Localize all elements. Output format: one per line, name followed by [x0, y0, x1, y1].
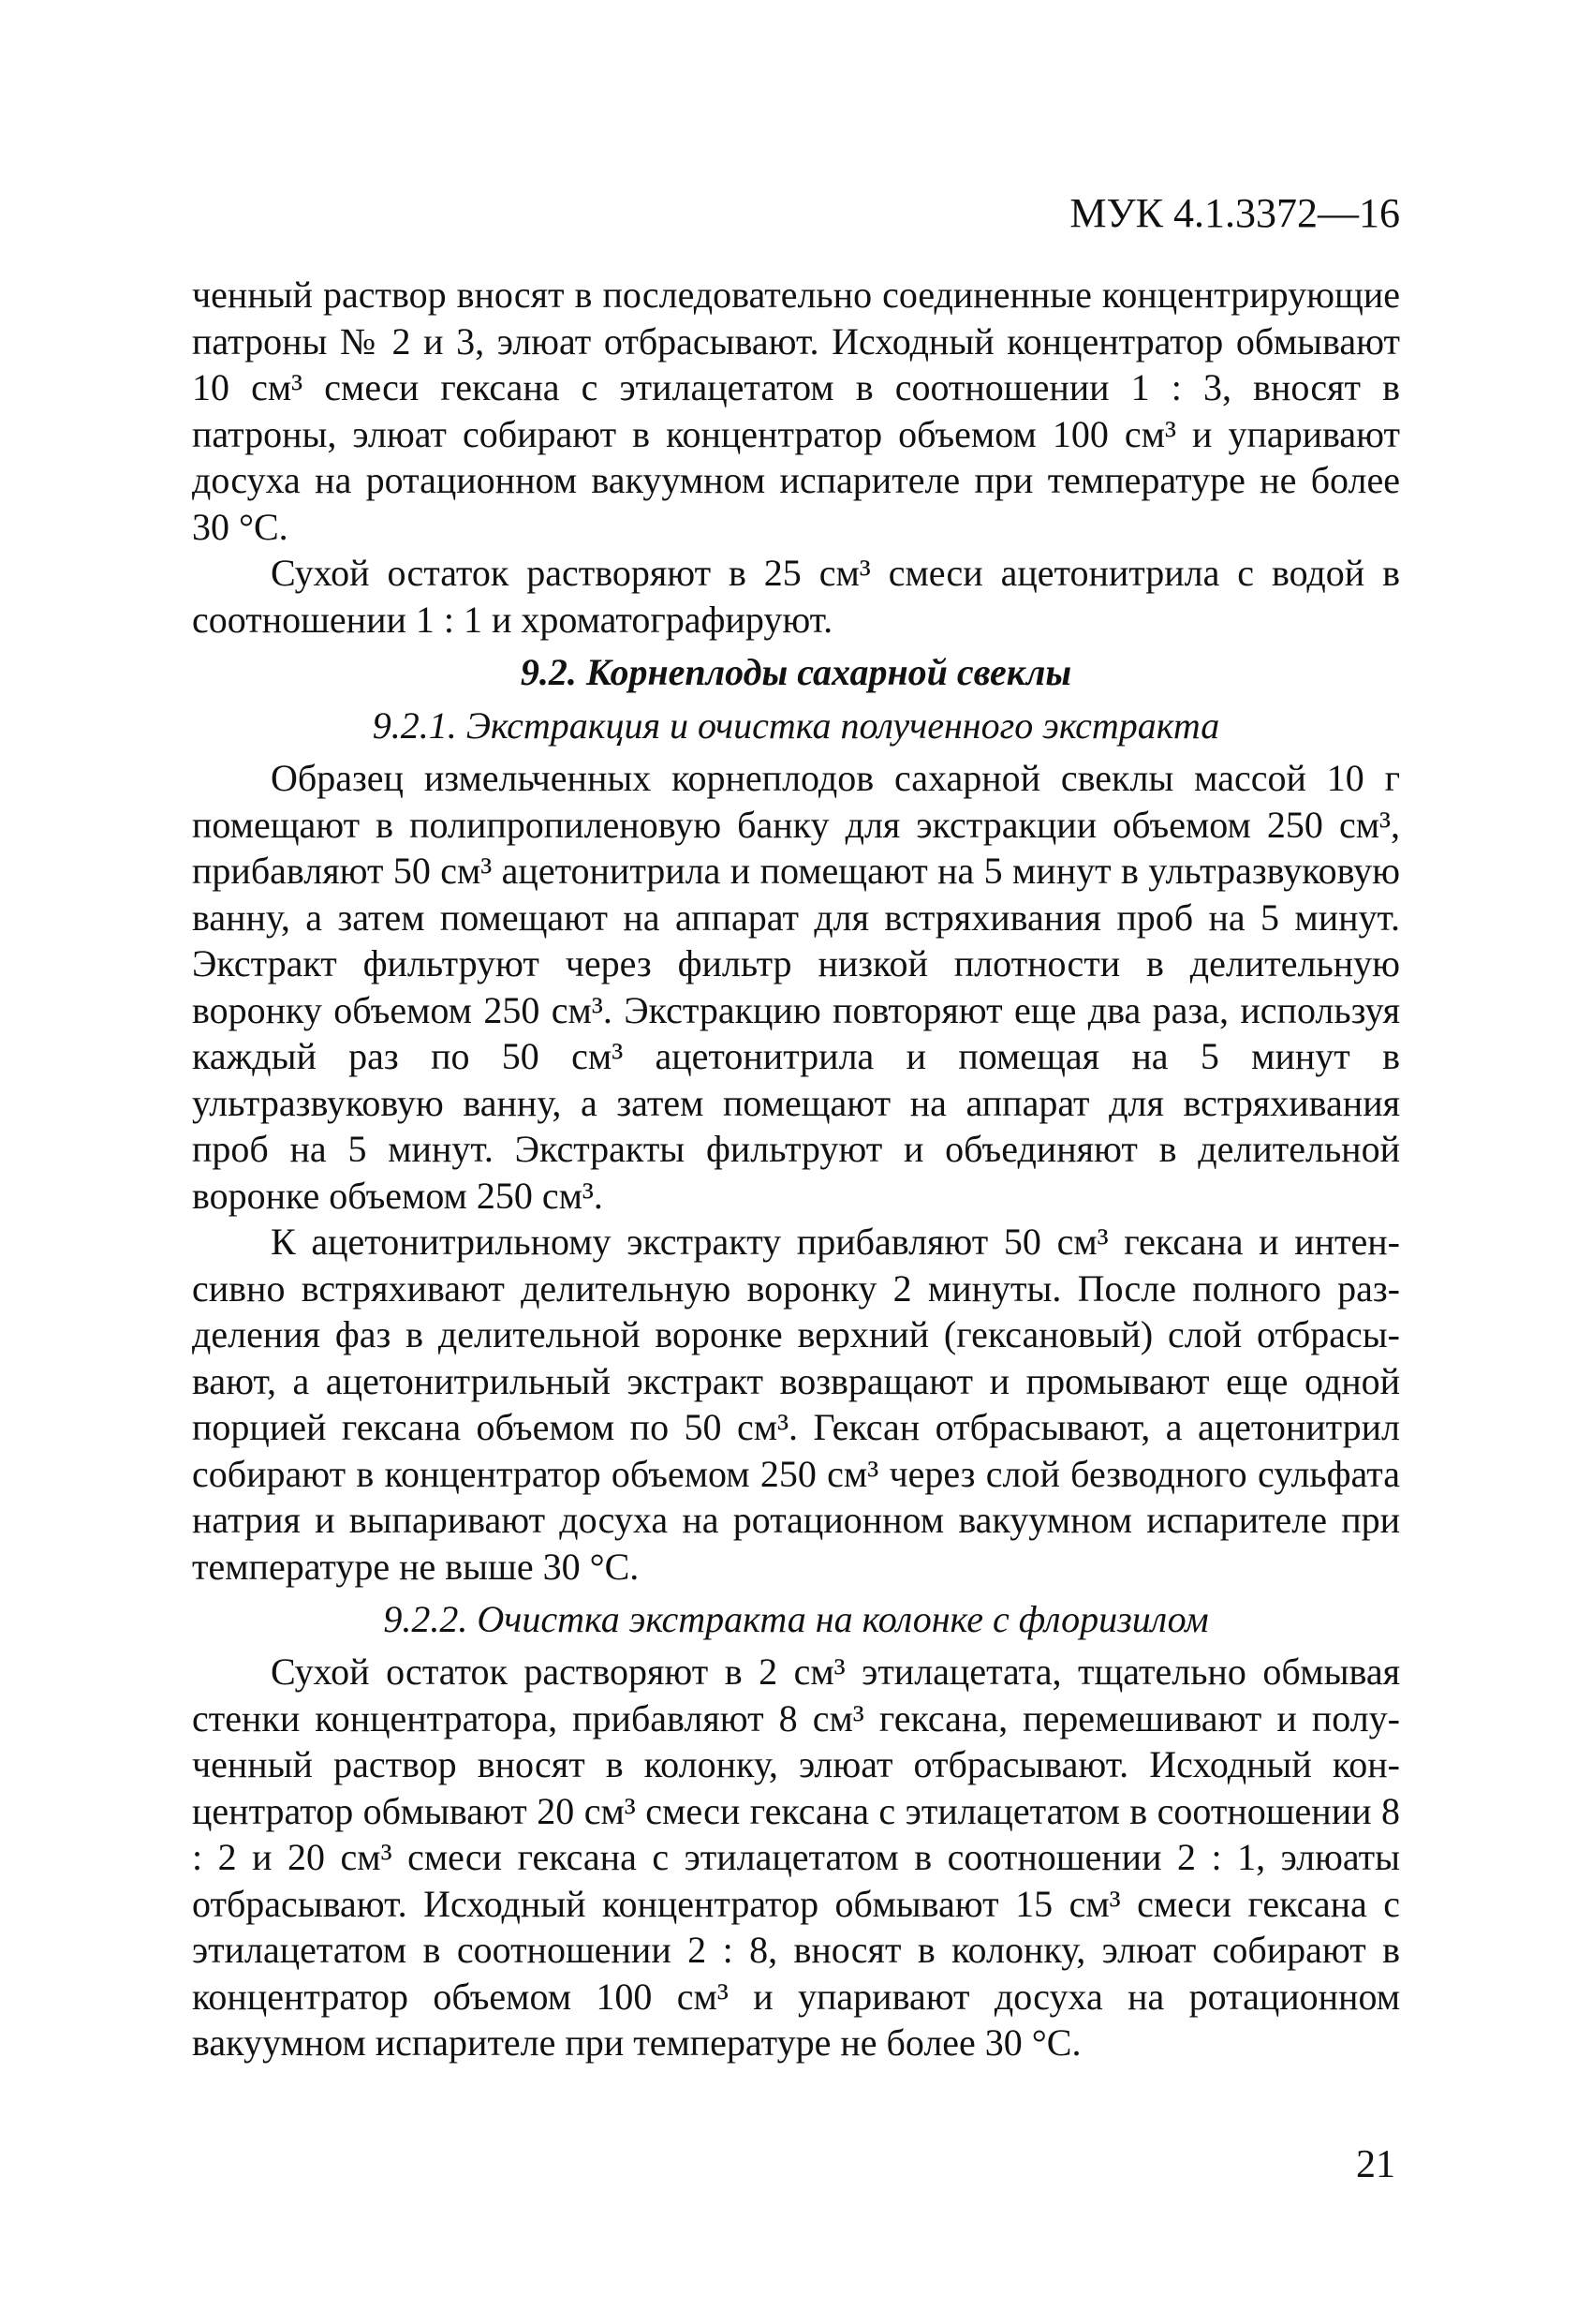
paragraph-hexane-wash: К ацетонитрильному экстракту прибавляют 50 см³ гексана и интенсивно встряхивают делительную воронку 2 минуты. После полного разделения фаз в делительной воронке верхний (гексановый) слой отбрасывают, а ацетонитрильный экстракт возвращают и промывают еще одной порцией гексана объемом по 50 см³. Гексан отбрасывают, а ацетонитрил собирают в концентратор объемом 250 см³ через слой безводного сульфата натрия и выпаривают досуха на ротационном вакуумном испарителе при температуре не выше 30 °С.	[192, 1221, 1400, 1588]
paragraph-florisil-column: Сухой остаток растворяют в 2 см³ этилацетата, тщательно обмывая стенки концентратора, прибавляют 8 см³ гексана, перемешивают и полученный раствор вносят в колонку, элюат отбрасывают. Исходный концентратор обмывают 20 см³ смеси гексана с этилацетатом в соотношении 8 : 2 и 20 см³ смеси гексана с этилацетатом в соотношении 2 : 1, элюаты отбрасывают. Исходный концентратор обмывают 15 см³ смеси гексана с этилацетатом в соотношении 2 : 8, вносят в колонку, элюат собирают в концентратор объемом 100 см³ и упаривают досуха на ротационном вакуумном испарителе при температуре не более 30 °С.	[192, 1650, 1400, 2064]
document-code-header: МУК 4.1.3372—16	[1069, 190, 1400, 236]
section-heading-9-2: 9.2. Корнеплоды сахарной свеклы	[520, 651, 1072, 693]
subsection-heading-9-2-1: 9.2.1. Экстракция и очистка полученного экстракта	[372, 704, 1220, 747]
subsection-heading-9-2-2: 9.2.2. Очистка экстракта на колонке с флоризилом	[383, 1598, 1209, 1640]
paragraph-continued: ченный раствор вносят в последовательно соединенные концентрирующие патроны № 2 и 3, элюат отбрасывают. Исходный концентратор обмывают 10 см³ смеси гексана с этилацетатом в соотношении 1 : 3, вносят в патроны, элюат собирают в концентратор объемом 100 см³ и упаривают досуха на ротационном вакуумном испарителе при температуре не более 30 °С.	[192, 274, 1400, 548]
paragraph-extraction: Образец измельченных корнеплодов сахарной свеклы массой 10 г помещают в полипропиленовую банку для экстракции объемом 250 см³, прибавляют 50 см³ ацетонитрила и помещают на 5 минут в ультразвуковую ванну, а затем помещают на аппарат для встряхивания проб на 5 минут. Экстракт фильтруют через фильтр низкой плотности в делительную воронку объемом 250 см³. Экстракцию повторяют еще два раза, используя каждый раз по 50 см³ ацетонитрила и помещая на 5 минут в ультразвуковую ванну, а затем помещают на аппарат для встряхивания проб на 5 минут. Экстракты фильтруют и объединяют в делительной воронке объемом 250 см³.	[192, 757, 1400, 1217]
document-body	[192, 272, 1400, 2066]
page-number: 21	[1356, 2143, 1395, 2186]
paragraph-dry-residue: Сухой остаток растворяют в 25 см³ смеси ацетонитрила с водой в соотношении 1 : 1 и хроматографируют.	[192, 552, 1400, 641]
